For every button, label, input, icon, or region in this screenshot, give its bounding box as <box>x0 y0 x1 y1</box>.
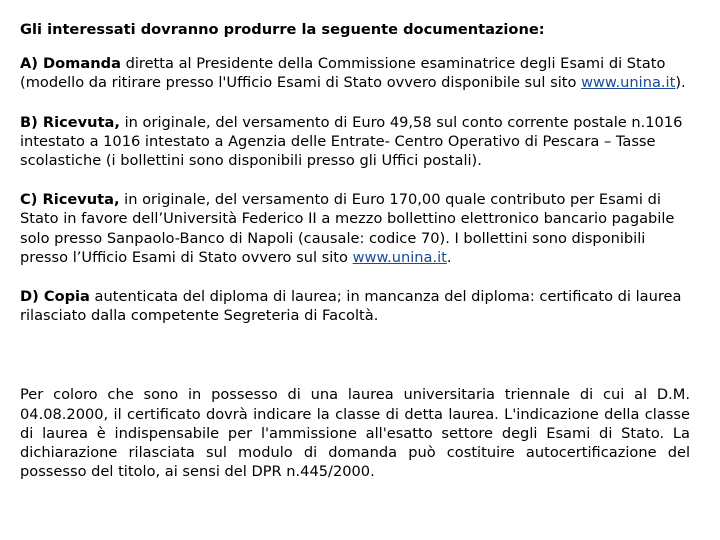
item-d-copia <box>20 287 690 325</box>
item-text: diretta al Presidente della Commissione esaminatrice degli Esami di Stato (modello da ritirare presso l'Ufficio Esami di Stato ovvero disponibile sul sito <box>20 55 666 92</box>
item-label: D) Copia <box>20 288 90 306</box>
item-text-end: . <box>446 248 452 266</box>
item-text: in originale, del versamento di Euro 170,00 quale contributo per Esami di Stato in favore dell’Università Federico II a mezzo bollettino elettronico bancario pagabile solo presso Sanpaolo-Banco di Napoli (causale: codice 70). I bollettini sono disponibili presso l’Ufficio Esami di Stato ovvero sul sito <box>20 191 675 266</box>
document-page <box>20 20 690 481</box>
unina-link[interactable]: www.unina.it <box>581 74 676 92</box>
item-b-ricevuta <box>20 113 690 171</box>
document-heading: Gli interessati dovranno produrre la seguente documentazione: <box>20 21 545 38</box>
section-spacer <box>20 345 690 385</box>
laurea-triennale-note: Per coloro che sono in possesso di una laurea universitaria triennale di cui al D.M. 04.08.2000, il certificato dovrà indicare la classe di detta laurea. L'indicazione della classe di laurea è indispensabile per l'ammissione all'esatto settore degli Esami di Stato. La dichiarazione rilasciata sul modulo di domanda può costituire autocertificazione del possesso del titolo, ai sensi del DPR n.445/2000. <box>20 386 690 481</box>
item-label: B) Ricevuta, <box>20 113 120 131</box>
item-text-end: ). <box>675 74 686 92</box>
item-text: autenticata del diploma di laurea; in mancanza del diploma: certificato di laurea rilasciato dalla competente Segreteria di Facoltà. <box>20 288 682 325</box>
item-label: C) Ricevuta, <box>20 191 120 209</box>
item-a-domanda <box>20 54 690 92</box>
item-c-ricevuta <box>20 190 690 267</box>
unina-link[interactable]: www.unina.it <box>352 248 447 266</box>
item-text: in originale, del versamento di Euro 49,58 sul conto corrente postale n.1016 intestato a 1016 intestato a Agenzia delle Entrate- Centro Operativo di Pescara – Tasse scolastiche (i bollettini sono disponibili presso gli Uffici postali). <box>20 113 683 170</box>
item-label: A) Domanda <box>20 55 121 73</box>
